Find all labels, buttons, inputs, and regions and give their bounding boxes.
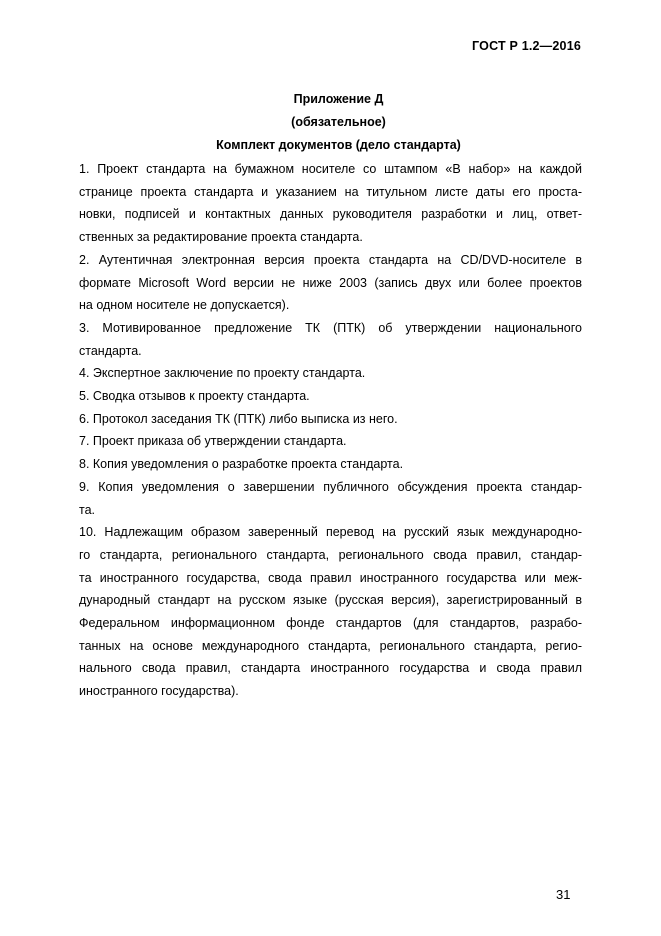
document-body [79, 158, 582, 703]
appendix-title: Приложение Д [293, 92, 384, 106]
text-line: 2. Аутентичная электронная версия проекта стандарта на CD/DVD-носителе в [79, 252, 582, 267]
text-line: на одном носителе не допускается). [79, 298, 290, 313]
text-line: та иностранного государства, свода правил иностранного государства или меж- [79, 570, 582, 585]
appendix-status: (обязательное) [291, 115, 386, 129]
document-header: ГОСТ Р 1.2—2016 [472, 39, 581, 53]
text-line: дународный стандарт на русском языке (русская версия), зарегистрированный в [79, 593, 582, 608]
text-line: танных на основе международного стандарта, регионального стандарта, регио- [79, 638, 582, 653]
text-line: формате Microsoft Word версии не ниже 2003 (запись двух или более проектов [79, 275, 582, 290]
text-line: 9. Копия уведомления о завершении публичного обсуждения проекта стандар- [79, 479, 582, 494]
text-line: 7. Проект приказа об утверждении стандарта. [79, 434, 347, 449]
text-line: Федеральном информационном фонде стандартов (для стандартов, разрабо- [79, 616, 582, 631]
text-line: та. [79, 502, 96, 517]
text-line: странице проекта стандарта и указанием на титульном листе даты его проста- [79, 184, 582, 199]
text-line: 10. Надлежащим образом заверенный перевод на русский язык международно- [79, 525, 582, 540]
text-line: новки, подписей и контактных данных руководителя разработки и лиц, ответ- [79, 207, 582, 222]
text-line: го стандарта, регионального стандарта, регионального свода правил, стандар- [79, 547, 582, 562]
page-number: 31 [556, 887, 571, 902]
text-line: 6. Протокол заседания ТК (ПТК) либо выписка из него. [79, 411, 398, 426]
text-line: ственных за редактирование проекта стандарта. [79, 230, 363, 245]
text-line: иностранного государства). [79, 684, 239, 699]
appendix-subtitle: Комплект документов (дело стандарта) [216, 138, 461, 152]
text-line: 4. Экспертное заключение по проекту стандарта. [79, 366, 366, 381]
text-line: 1. Проект стандарта на бумажном носителе со штампом «В набор» на каждой [79, 162, 582, 176]
text-line: стандарта. [79, 343, 142, 358]
text-line: нального свода правил, стандарта иностранного государства и свода правил [79, 661, 582, 676]
text-line: 8. Копия уведомления о разработке проекта стандарта. [79, 457, 404, 472]
text-line: 5. Сводка отзывов к проекту стандарта. [79, 389, 310, 404]
text-line: 3. Мотивированное предложение ТК (ПТК) об утверждении национального [79, 320, 582, 335]
